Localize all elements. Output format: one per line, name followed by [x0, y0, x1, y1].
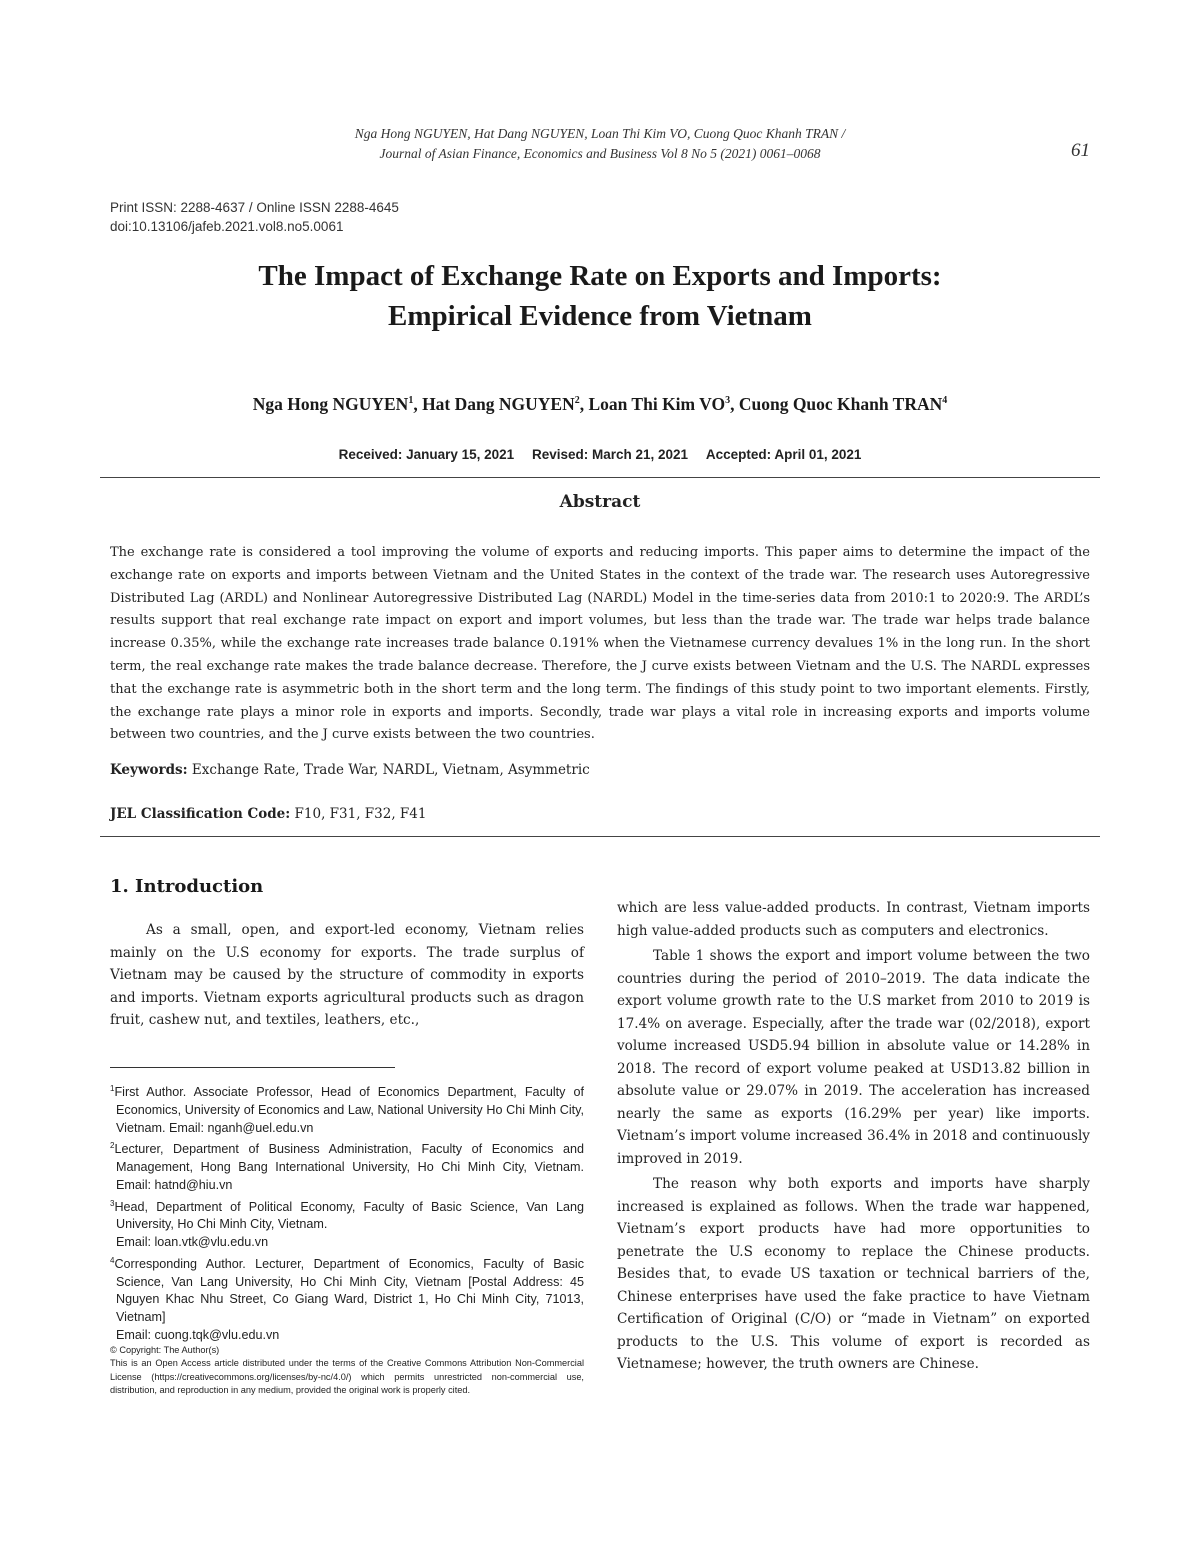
accepted-date: Accepted: April 01, 2021 — [705, 447, 862, 462]
copyright-body: This is an Open Access article distributed under the terms of the Creative Commons Attribution Non-Commercial License (https://creativecommons.org/licenses/by-nc/4.0/) which permits unrestricted non-commercial use, distribution, and reproduction in any medium, provided the original work is properly cited. — [110, 1358, 584, 1395]
footnote-email[interactable]: Email: cuong.tqk@vlu.edu.vn — [116, 1327, 280, 1342]
intro-right-column — [617, 897, 1090, 1376]
footnote-mark: 3 — [110, 1198, 115, 1208]
jel-label: JEL Classification Code: — [110, 806, 291, 822]
footnote-text: Head, Department of Political Economy, Faculty of Basic Science, Van Lang University, Ho Chi Minh City, Vietnam. — [114, 1199, 584, 1232]
issn-block — [110, 198, 399, 236]
author-name: Nga Hong NGUYEN — [252, 394, 409, 414]
intro-left-column — [110, 919, 584, 1032]
title-line-1: The Impact of Exchange Rate on Exports and Imports: — [258, 260, 942, 292]
author-4 — [739, 394, 947, 414]
author-mark: 3 — [725, 395, 731, 407]
footnote-1 — [110, 1080, 584, 1137]
author-name: Hat Dang NGUYEN — [422, 394, 575, 414]
author-3 — [588, 394, 738, 414]
divider-top — [100, 477, 1100, 478]
author-name: Loan Thi Kim VO — [588, 394, 726, 414]
footnote-text: Lecturer, Department of Business Administration, Faculty of Economics and Management, Hong Bang International University, Ho Chi Minh City, Vietnam. Email: hatnd@hiu.vn — [114, 1142, 584, 1192]
intro-paragraph-1: As a small, open, and export-led economy, Vietnam relies mainly on the U.S economy for exports. The trade surplus of Vietnam may be caused by the structure of commodity in exports and imports. Vietnam exports agricultural products such as dragon fruit, cashew nut, and textiles, leathers, etc., — [110, 922, 584, 1028]
footnote-email[interactable]: Email: loan.vtk@vlu.edu.vn — [116, 1235, 269, 1250]
author-2 — [422, 394, 588, 414]
revised-date: Revised: March 21, 2021 — [531, 447, 689, 462]
dates-line — [100, 447, 1100, 462]
intro-paragraph-continued: which are less value-added products. In contrast, Vietnam imports high value-added products such as computers and electronics. — [617, 900, 1090, 939]
page-number: 61 — [1071, 140, 1090, 161]
author-1 — [253, 394, 422, 414]
author-list — [100, 394, 1100, 415]
keywords-value: Exchange Rate, Trade War, NARDL, Vietnam, Asymmetric — [187, 762, 590, 778]
running-head-journal: Journal of Asian Finance, Economics and Business Vol 8 No 5 (2021) 0061–0068 — [379, 146, 821, 161]
footnote-rule — [110, 1067, 395, 1068]
footnote-mark: 2 — [110, 1141, 115, 1151]
abstract-text: The exchange rate is considered a tool improving the volume of exports and reducing imports. This paper aims to determine the impact of the exchange rate on exports and imports between Vietnam and the United States in the context of the trade war. The research uses Autoregressive Distributed Lag (ARDL) and Nonlinear Autoregressive Distributed Lag (NARDL) Model in the time-series data from 2010:1 to 2020:9. The ARDL’s results support that real exchange rate impact on export and import volumes, but less than the trade war. The trade war helps trade balance increase 0.35%, while the exchange rate increases trade balance 0.191% when the Vietnamese currency devalues 1% in the long run. In the short term, the real exchange rate makes the trade balance decrease. Therefore, the J curve exists between Vietnam and the U.S. The NARDL expresses that the exchange rate is asymmetric both in the short term and the long term. The findings of this study point to two important elements. Firstly, the exchange rate plays a minor role in exports and imports. Secondly, trade war plays a vital role in increasing exports and imports volume between two countries, and the J curve exists between the two countries. — [110, 545, 1090, 743]
footnotes — [110, 1080, 584, 1345]
footnote-mark: 4 — [110, 1255, 115, 1265]
jel-value: F10, F31, F32, F41 — [290, 806, 427, 822]
issn-line: Print ISSN: 2288-4637 / Online ISSN 2288-4645 — [110, 200, 399, 215]
keywords-line — [110, 762, 1090, 778]
jel-line — [110, 806, 1090, 822]
keywords-label: Keywords: — [110, 762, 188, 778]
divider-bottom — [100, 836, 1100, 837]
footnote-3 — [110, 1195, 584, 1252]
footnote-text: Corresponding Author. Lecturer, Department of Economics, Faculty of Basic Science, Van Lang University, Ho Chi Minh City, Vietnam [Postal Address: 45 Nguyen Khac Nhu Street, Co Giang Ward, District 1, Ho Chi Minh City, 71013, Vietnam] — [114, 1257, 584, 1325]
doi-line[interactable]: doi:10.13106/jafeb.2021.vol8.no5.0061 — [110, 219, 344, 234]
copyright-notice — [110, 1344, 584, 1397]
article-title — [100, 256, 1100, 336]
intro-paragraph-2: Table 1 shows the export and import volume between the two countries during the period of 2010–2019. The data indicate the export volume growth rate to the U.S market from 2010 to 2019 is 17.4% on average. Especially, after the trade war (02/2018), export volume increased USD5.94 billion in absolute value or 14.28% in 2018. The record of export volume peaked at USD13.82 billion in absolute value or 29.07% in 2019. The acceleration has increased nearly the same as exports (16.29% per year) like imports. Vietnam’s import volume increased 36.4% in 2018 and continuously improved in 2019. — [617, 948, 1090, 1167]
author-separator: , — [579, 394, 589, 414]
abstract-heading: Abstract — [559, 492, 641, 512]
author-mark: 1 — [408, 395, 414, 407]
footnote-2 — [110, 1137, 584, 1194]
running-head — [200, 124, 1000, 164]
received-date: Received: January 15, 2021 — [338, 447, 515, 462]
author-separator: , — [413, 394, 423, 414]
author-name: Cuong Quoc Khanh TRAN — [738, 394, 943, 414]
footnote-4 — [110, 1252, 584, 1345]
section-heading-introduction: 1. Introduction — [110, 876, 264, 897]
intro-paragraph-3: The reason why both exports and imports have sharply increased is explained as follows. When the trade war happened, Vietnam’s export products have had more opportunities to penetrate the U.S economy to replace the Chinese products. Besides that, to evade US taxation or technical barriers of the, Chinese enterprises have used the fake practice to have Vietnam Certification of Original (C/O) or “made in Vietnam” on exported products to the U.S. This volume of export is recorded as Vietnamese; however, the truth owners are Chinese. — [617, 1176, 1090, 1372]
author-mark: 4 — [942, 395, 948, 407]
title-line-2: Empirical Evidence from Vietnam — [388, 300, 812, 332]
footnote-mark: 1 — [110, 1084, 115, 1093]
copyright-head: © Copyright: The Author(s) — [110, 1345, 220, 1355]
footnote-text: First Author. Associate Professor, Head of Economics Department, Faculty of Economics, University of Economics and Law, National University Ho Chi Minh City, Vietnam. Email: nganh@uel.edu.vn — [114, 1085, 584, 1135]
author-separator: , — [730, 394, 739, 414]
author-mark: 2 — [574, 395, 580, 407]
running-head-authors: Nga Hong NGUYEN, Hat Dang NGUYEN, Loan Thi Kim VO, Cuong Quoc Khanh TRAN / — [354, 126, 846, 141]
